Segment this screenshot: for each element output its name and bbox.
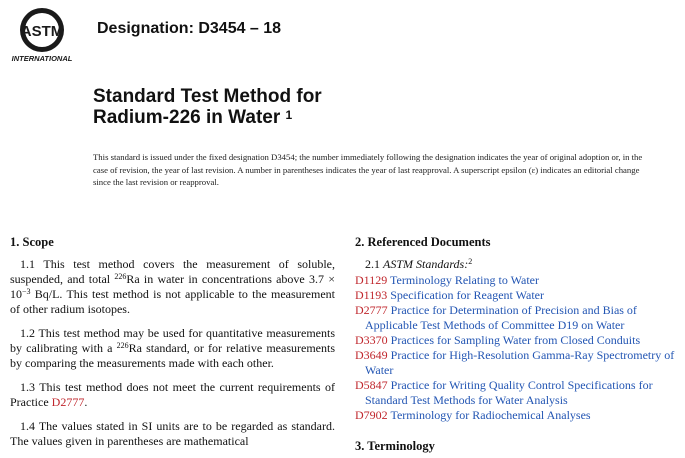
scope-heading: 1. Scope [10, 235, 54, 249]
scope-paragraph-2: 1.2 This test method may be used for quantitative measurements by calibrating with a $^{226}$Ra standard, or for relative measurements by comparing the measurements made with each other. [10, 326, 335, 370]
reference-item [355, 333, 677, 348]
reference-title-link[interactable]: Practice for High-Resolution Gamma-Ray Spectrometry of Water [365, 348, 675, 377]
reference-code-link[interactable]: D2777 [355, 303, 388, 317]
scope-paragraph-3: 1.3 This test method does not meet the current requirements of Practice D2777. [10, 380, 335, 409]
referenced-documents-heading: 2. Referenced Documents [355, 235, 491, 249]
reference-code-link[interactable]: D3370 [355, 333, 388, 347]
right-column [355, 235, 677, 454]
title-line-2: Radium-226 in Water $^1$ [93, 107, 293, 128]
svg-text:ASTM: ASTM [20, 23, 64, 40]
reference-item [355, 288, 677, 303]
logo-text: INTERNATIONAL [11, 54, 73, 63]
d2777-link[interactable]: D2777 [51, 395, 85, 409]
document-title [93, 86, 322, 128]
reference-title-link[interactable]: Practices for Sampling Water from Closed Conduits [390, 333, 641, 347]
reference-code-link[interactable]: D1193 [355, 288, 388, 302]
terminology-heading: 3. Terminology [355, 439, 435, 453]
astm-standards-subheading: 2.1 ASTM Standards:$^2$ [365, 257, 473, 271]
reference-code-link[interactable]: D5847 [355, 378, 388, 392]
title-line-1: Standard Test Method for [93, 86, 322, 107]
reference-title-link[interactable]: Terminology Relating to Water [390, 273, 539, 287]
astm-logo [8, 6, 88, 64]
reference-title-link[interactable]: Practice for Writing Quality Control Specifications for Standard Test Methods for Water Analysis [365, 378, 653, 407]
reference-item [355, 408, 677, 423]
reference-title-link[interactable]: Practice for Determination of Precision and Bias of Applicable Test Methods of Committee D19 on Water [365, 303, 637, 332]
reference-item [355, 273, 677, 288]
designation: Designation: D3454 – 18 [97, 20, 282, 37]
left-column [10, 235, 335, 458]
reference-code-link[interactable]: D7902 [355, 408, 388, 422]
scope-paragraph-1: 1.1 This test method covers the measurement of soluble, suspended, and total $^{226}$Ra in water in concentrations above $3.7 \times 10^{-3}$ Bq/L. This test method is not applicable to the measurement of other radium isotopes. [10, 257, 335, 316]
reference-code-link[interactable]: D1129 [355, 273, 388, 287]
reference-item [355, 378, 677, 408]
reference-title-link[interactable]: Specification for Reagent Water [390, 288, 544, 302]
reference-list [355, 273, 677, 423]
scope-paragraph-4: 1.4 The values stated in SI units are to be regarded as standard. The values given in parentheses are mathematical [10, 419, 335, 448]
reference-item [355, 348, 677, 378]
reference-item [355, 303, 677, 333]
reference-title-link[interactable]: Terminology for Radiochemical Analyses [390, 408, 591, 422]
reference-code-link[interactable]: D3649 [355, 348, 388, 362]
title-footnote-mark[interactable]: 1 [285, 108, 293, 122]
issuance-notice: This standard is issued under the fixed designation D3454; the number immediately following the designation indicates the year of original adoption or, in the case of revision, the year of last revision. A number in parentheses indicates the year of last reapproval. A superscript epsilon (ε) indicates an editorial change since the last revision or reapproval. [93, 152, 643, 187]
